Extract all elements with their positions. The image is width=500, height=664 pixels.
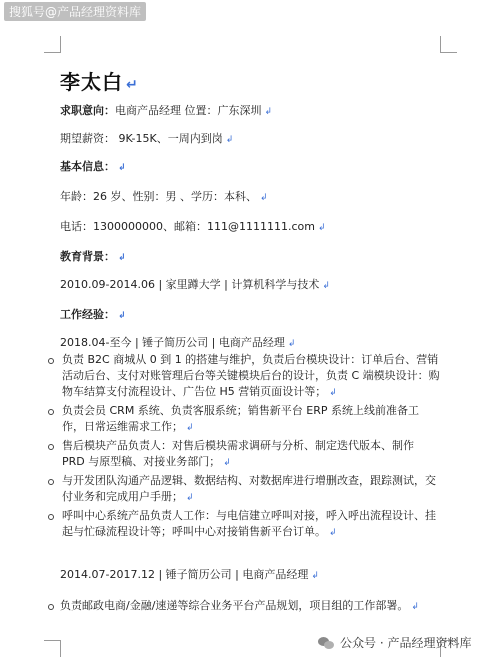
paragraph-mark-icon: ↲	[118, 163, 126, 173]
basic-info-line-2: 电话：1300000000、邮箱：111@1111111.com ↲	[60, 220, 326, 233]
job-2-duties	[60, 598, 440, 615]
paragraph-mark-icon: ↲	[118, 311, 126, 321]
paragraph-mark-icon: ↲	[225, 135, 234, 145]
job-intent-line	[60, 104, 440, 119]
education-line: 2010.09-2014.06 | 家里蹲大学 | 计算机科学与技术 ↲	[60, 278, 330, 291]
paragraph-mark-icon: ↲	[223, 458, 231, 468]
bottom-watermark-text: 公众号 · 产品经理资料库	[340, 636, 472, 650]
paragraph-mark-icon: ↲	[260, 193, 268, 203]
wechat-icon	[318, 636, 336, 650]
work-title: 工作经验： ↲	[60, 308, 126, 321]
list-item: 售后模块产品负责人：对售后模块需求调研与分析、制定迭代版本、制作 PRD 与原型稿、对接业务部门； ↲	[60, 438, 440, 471]
paragraph-mark-icon: ↲	[186, 493, 194, 503]
list-item: 负责邮政电商/金融/速递等综合业务平台产品规划，项目组的工作部署。 ↲	[60, 598, 440, 615]
list-item: 呼叫中心系统产品负责人工作：与电信建立呼叫对接，呼入呼出流程设计、挂起与忙碌流程设计等；呼叫中心对接销售新平台订单。 ↲	[60, 508, 440, 541]
job-intent-label: 求职意向：	[60, 104, 115, 117]
crop-mark-bottom-left	[44, 640, 61, 657]
job-1-duties	[60, 352, 440, 543]
list-item: 与开发团队沟通产品逻辑、数据结构、对数据库进行增删改查，跟踪测试，交付业务和完成用户手册； ↲	[60, 473, 440, 506]
paragraph-mark-icon: ↲	[186, 423, 194, 433]
salary-line: 期望薪资： 9K-15K、一周内到岗 ↲	[60, 132, 234, 145]
top-watermark: 搜狐号@产品经理资料库	[4, 2, 146, 21]
list-item: 负责会员 CRM 系统、负责客服系统；销售新平台 ERP 系统上线前准备工作，日常运维需求工作； ↲	[60, 403, 440, 436]
bottom-watermark	[318, 634, 471, 651]
list-item: 负责 B2C 商城从 0 到 1 的搭建与维护，负责后台模块设计：订单后台、营销活动后台、支付对账管理后台等关键模块后台的设计，负责 C 端模块设计：购物车结算支付流程设计、广告位 H5 营销页面设计等； ↲	[60, 352, 440, 401]
paragraph-mark-icon: ↲	[311, 571, 319, 581]
paragraph-mark-icon: ↲	[287, 339, 296, 349]
paragraph-mark-icon: ↲	[411, 602, 419, 612]
education-title: 教育背景： ↲	[60, 250, 126, 263]
crop-mark-top-left	[44, 36, 61, 53]
crop-mark-top-right	[440, 36, 457, 53]
basic-info-line-1: 年龄：26 岁、性别：男 、学历：本科、 ↲	[60, 190, 268, 203]
paragraph-mark-icon: ↲	[118, 253, 126, 263]
job-2-header: 2014.07-2017.12 | 锤子简历公司 | 电商产品经理 ↲	[60, 568, 319, 581]
paragraph-mark-icon: ↲	[317, 223, 326, 233]
paragraph-mark-icon: ↵	[126, 77, 139, 93]
job-intent-value: 电商产品经理 位置：广东深圳	[115, 104, 262, 117]
job-1-header: 2018.04-至今 | 锤子简历公司 | 电商产品经理 ↲	[60, 336, 296, 349]
paragraph-mark-icon: ↲	[329, 528, 337, 538]
resume-name: 李太白 ↵	[60, 70, 139, 94]
paragraph-mark-icon: ↲	[264, 107, 273, 117]
basic-info-title: 基本信息： ↲	[60, 160, 126, 173]
paragraph-mark-icon: ↲	[322, 281, 330, 291]
paragraph-mark-icon: ↲	[329, 388, 337, 398]
